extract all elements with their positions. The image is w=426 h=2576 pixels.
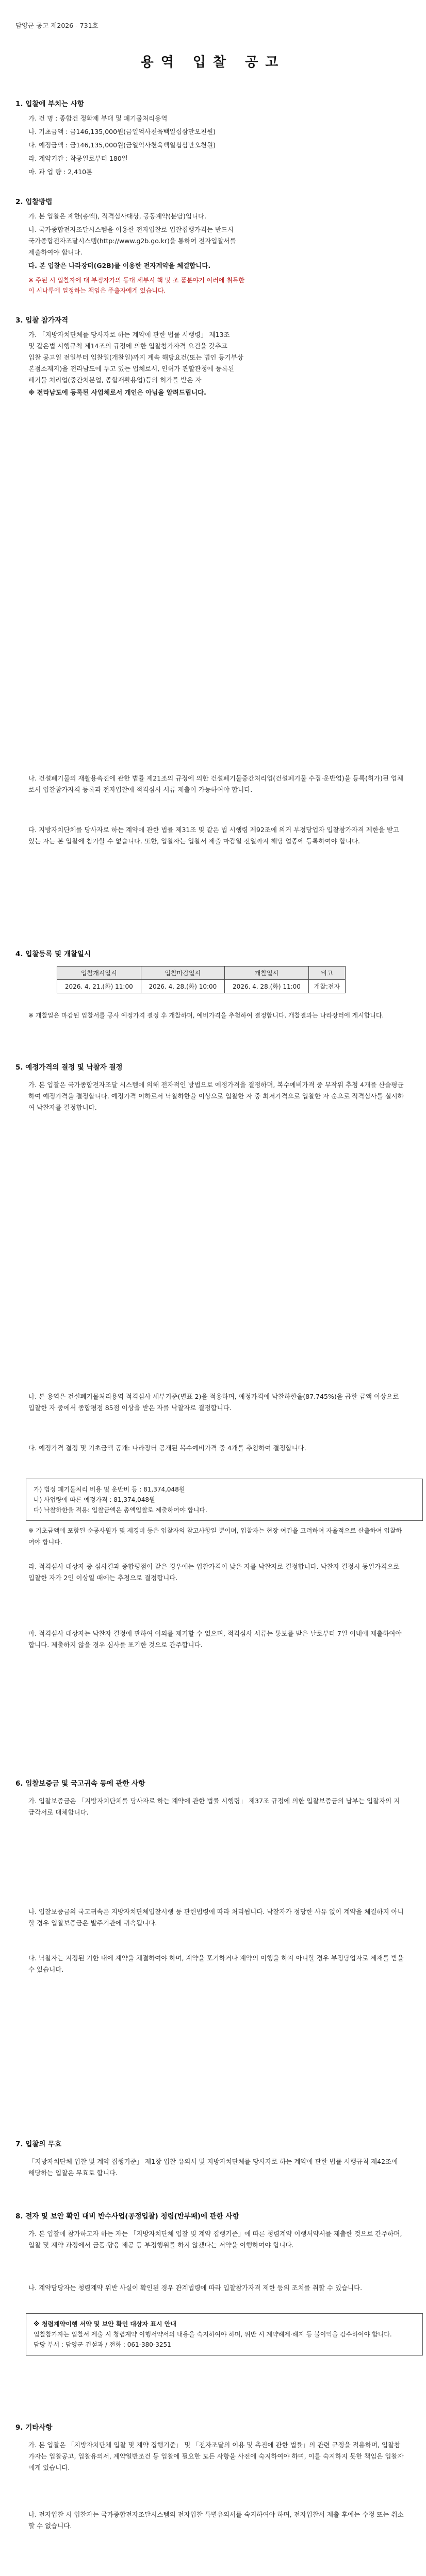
table-header: 입찰마감일시 [141,967,225,980]
section-heading-2: 2. 입찰방법 [15,198,53,206]
section-heading-4: 4. 입찰등록 및 개찰일시 [15,950,91,958]
s3-line-2: 및 같은법 시행규칙 제14조의 규정에 의한 입찰참가자격 요건을 갖추고 [28,342,227,350]
s8-box-line-3: 담당 부서 : 담양군 건설과 / 전화 : 061-380-3251 [34,2341,171,2348]
s1-item-2: 나. 기초금액 : 금146,135,000원(금일억사천육백일십삼만오천원) [28,128,216,135]
notice-number: 담양군 공고 제2026 - 731호 [15,22,99,29]
s3-line-5: 폐기물 처리업(중간처분업, 종합재활용업)등의 허가를 받은 자 [28,376,202,384]
s5-box-line-1: 가) 법정 폐기물처리 비용 및 운반비 등 : 81,374,048원 [34,1486,185,1493]
s9-para-1: 가. 본 입찰은 「지방자치단체 입찰 및 계약 집행기준」 및 「전자조달의 이용 및 촉진에 관한 법률」의 관련 규정을 적용하며, 입찰참가자는 입찰공고, 입찰유의서, 계약일반조건 등 입찰에 필요한 모든 사항을 사전에 숙지하여야 하며, 이를 숙지하지 못한 책임은 입찰자에게 있습니다. [28,2441,404,2471]
section-heading-1: 1. 입찰에 부치는 사항 [15,100,84,108]
s2-note-2: 이 시나투에 일정하는 책임은 주출자에게 있습니다. [28,287,166,294]
table-header: 개찰일시 [225,967,309,980]
table-cell: 2026. 4. 28.(화) 11:00 [225,980,309,993]
section-heading-9: 9. 기타사항 [15,2424,53,2432]
s3-para-b: 나. 건설폐기물의 재활용촉진에 관한 법률 제21조의 규정에 의한 건설폐기물중간처리업(건설폐기물 수집·운반업)을 등록(허가)된 업체로서 입찰참가자격 등록과 전자입찰에 적격심사 서류 제출이 가능하여야 합니다. [28,774,404,793]
s2-line-3: 국가종합전자조달시스템(http://www.g2b.go.kr)을 통하여 전자입찰서를 [28,237,236,245]
s8-box [26,2313,423,2355]
page-title: 용역 입찰 공고 [140,55,286,70]
s8-para-a: 가. 본 입찰에 참가하고자 하는 자는 「지방자치단체 입찰 및 계약 집행기준」에 따른 청렴계약 이행서약서를 제출한 것으로 간주하며, 입찰 및 계약 과정에서 금품·향응 제공 등 부정행위를 하지 않겠다는 서약을 이행하여야 합니다. [28,2230,402,2249]
s5-para-d: ※ 기초금액에 포함된 순공사원가 및 제경비 등은 입찰자의 참고사항일 뿐이며, 입찰자는 현장 여건을 고려하여 자율적으로 산출하여 입찰하여야 합니다. [28,1527,402,1546]
s3-line-4: 본점소재지)을 전라남도에 두고 있는 업체로서, 인허가 관할관청에 등록된 [28,365,234,372]
s2-line-4: 제출하여야 합니다. [28,248,83,256]
s1-item-5: 마. 과 업 량 : 2,410톤 [28,168,93,176]
s1-item-3: 다. 예정금액 : 금146,135,000원(금일억사천육백일십삼만오천원) [28,141,216,149]
s5-box-line-2: 나) 사업량에 따른 예정가격 : 81,374,048원 [34,1496,155,1503]
s3-line-1: 가. 「지방자치단체를 당사자로 하는 계약에 관한 법률 시행령」 제13조 [28,331,230,338]
s6-para-a: 가. 입찰보증금은 「지방자치단체를 당사자로 하는 계약에 관한 법률 시행령」 제37조 규정에 의한 입찰보증금의 납부는 입찰자의 지급각서로 대체합니다. [28,1797,400,1816]
s5-para-c: 다. 예정가격 결정 및 기초금액 공개: 나라장터 공개된 복수예비가격 중 4개를 추첨하여 결정합니다. [28,1444,306,1452]
s8-box-line-1: ※ 청렴계약이행 서약 및 보안 확인 대상자 표시 안내 [34,2320,176,2328]
s2-line-5: 다. 본 입찰은 나라장터(G2B)를 이용한 전자계약을 체결합니다. [28,262,211,269]
table-header-row [57,967,346,980]
section-heading-3: 3. 입찰 참가자격 [15,316,69,325]
table-row [57,980,346,993]
section-heading-6: 6. 입찰보증금 및 국고귀속 등에 관한 사항 [15,1780,145,1788]
s5-box-line-3: 다) 낙찰하한율 적용: 입찰금액은 총액입찰로 제출하여야 합니다. [34,1506,207,1514]
s3-para-c: 다. 지방자치단체를 당사자로 하는 계약에 관한 법률 제31조 및 같은 법 시행령 제92조에 의거 부정당업자 입찰참가자격 제한을 받고 있는 자는 본 입찰에 참가할 수 없습니다. 또한, 입찰자는 입찰서 제출 마감일 전일까지 해당 업종에 등록하여야 합니다. [28,826,400,845]
s9-para-2: 나. 전자입찰 시 입찰자는 국가종합전자조달시스템의 전자입찰 특별유의서를 숙지하여야 하며, 전자입찰서 제출 후에는 수정 또는 취소할 수 없습니다. [28,2511,404,2530]
s2-line-1: 가. 본 입찰은 제한(총액), 적격심사대상, 공동계약(분담)입니다. [28,212,207,220]
s7-para-a: 「지방자치단체 입찰 및 계약 집행기준」 제1장 입찰 유의서 및 지방자치단체를 당사자로 하는 계약에 관한 법률 시행규칙 제42조에 해당하는 입찰은 무효로 합니다. [28,2158,398,2177]
table-header: 입찰개시일시 [57,967,141,980]
section-heading-7: 7. 입찰의 무효 [15,2140,62,2148]
s2-note-1: ※ 주된 시 입찰자에 대 부정자가의 등대 세부시 책 및 조 품분야기 여러에 취득한 [28,277,244,284]
s6-para-c: 다. 낙찰자는 지정된 기한 내에 계약을 체결하여야 하며, 계약을 포기하거나 계약의 이행을 하지 아니할 경우 부정당업자로 제재를 받을 수 있습니다. [28,1954,404,1973]
s1-item-4: 라. 계약기간 : 착공일로부터 180일 [28,155,128,162]
s5-box [26,1479,423,1521]
table-header: 비고 [308,967,345,980]
schedule-table [57,966,346,993]
s3-line-6: ※ 전라남도에 등록된 사업체로서 개인은 아님을 알려드립니다. [28,388,206,396]
s2-line-2: 나. 국가종합전자조달시스템을 이용한 전자입찰로 입찰집행가격는 반드시 [28,226,234,233]
section-heading-5: 5. 예정가격의 결정 및 낙찰자 결정 [15,1063,123,1072]
s5-para-e: 라. 적격심사 대상자 중 심사결과 종합평점이 같은 경우에는 입찰가격이 낮은 자를 낙찰자로 결정합니다. 낙찰자 결정시 동일가격으로 입찰한 자가 2인 이상일 때에는 추첨으로 결정합니다. [28,1563,400,1582]
s8-box-line-2: 입찰참가자는 입찰서 제출 시 청렴계약 이행서약서의 내용을 숙지하여야 하며, 위반 시 계약해제·해지 등 불이익을 감수하여야 합니다. [34,2331,392,2338]
s5-para-f: 마. 적격심사 대상자는 낙찰자 결정에 관하여 이의를 제기할 수 없으며, 적격심사 서류는 통보를 받은 날로부터 7일 이내에 제출하여야 합니다. 제출하지 않을 경우 심사를 포기한 것으로 간주합니다. [28,1630,402,1649]
s3-line-3: 입찰 공고일 전일부터 입찰일(개찰일)까지 계속 해당요건(또는 법인 등기부상 [28,353,243,361]
table-cell: 2026. 4. 28.(화) 10:00 [141,980,225,993]
s1-item-1: 가. 건 명 : 종합건 정화제 부대 및 폐기물처리용역 [28,114,168,122]
section-heading-8: 8. 전자 및 보안 확인 대비 반수사업(공정입찰) 청렴(반부패)에 관한 사항 [15,2212,239,2221]
s4-note: ※ 개찰일은 마감된 입찰서를 공사 예정가격 결정 후 개찰하며, 예비가격을 추첨하여 결정합니다. 개찰결과는 나라장터에 게시합니다. [28,1012,384,1019]
s8-para-b: 나. 계약담당자는 청렴계약 위반 사실이 확인된 경우 관계법령에 따라 입찰참가자격 제한 등의 조치를 취할 수 있습니다. [28,2284,363,2292]
table-cell: 개찰:전자 [308,980,345,993]
s5-para-a: 가. 본 입찰은 국가종합전자조달 시스템에 의해 전자적인 방법으로 예정가격을 결정하며, 복수예비가격 중 무작위 추첨 4개를 산술평균하여 예정가격을 결정합니다. 예정가격 이하로서 낙찰하한율 이상으로 입찰한 자 중 최저가격으로 입찰한 자 순으로 적격심사를 실시하여 낙찰자를 결정합니다. [28,1081,404,1111]
s5-para-b: 나. 본 용역은 건설폐기물처리용역 적격심사 세부기준(별표 2)을 적용하며, 예정가격에 낙찰하한율(87.745%)을 곱한 금액 이상으로 입찰한 자 중에서 종합평점 85점 이상을 받은 자를 낙찰자로 결정합니다. [28,1393,399,1412]
table-cell: 2026. 4. 21.(화) 11:00 [57,980,141,993]
s6-para-b: 나. 입찰보증금의 국고귀속은 지방자치단체입찰시행 등 관련법령에 따라 처리됩니다. 낙찰자가 정당한 사유 없이 계약을 체결하지 아니할 경우 입찰보증금은 발주기관에 귀속됩니다. [28,1908,404,1927]
